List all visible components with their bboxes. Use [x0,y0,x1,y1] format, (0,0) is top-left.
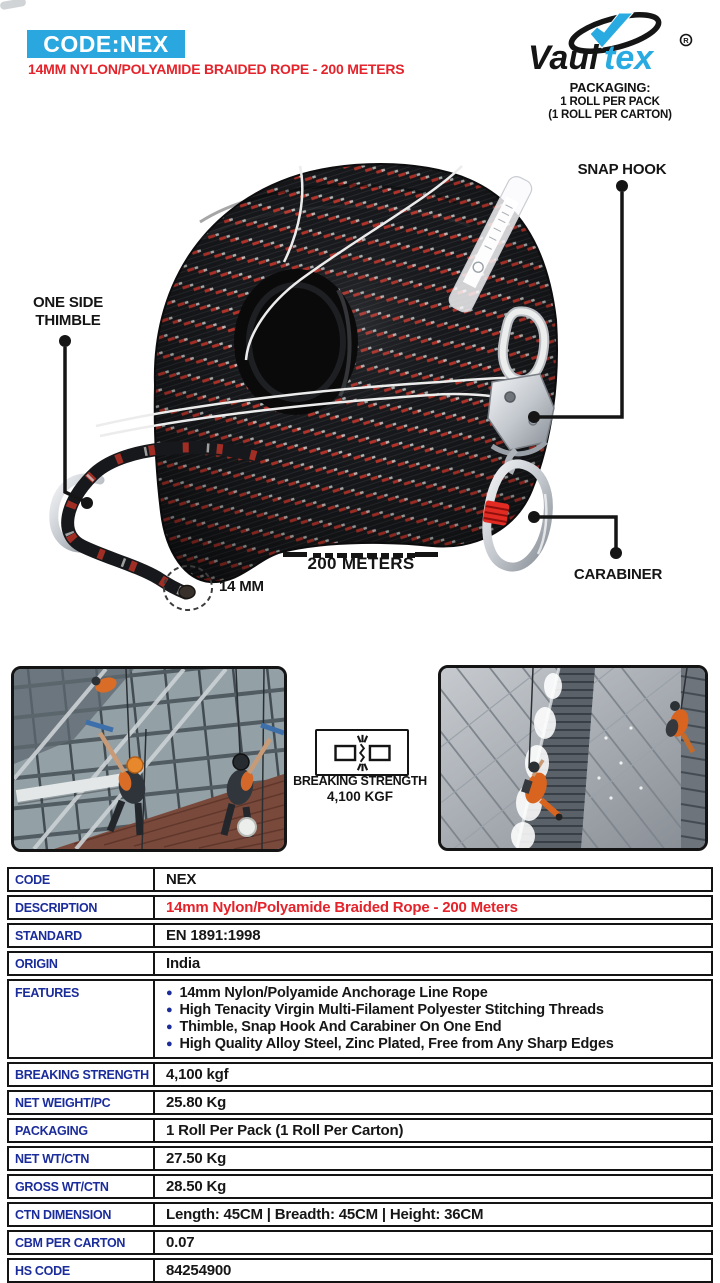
spec-value: 0.07 [166,1234,195,1251]
specification-table [7,867,713,1283]
bucket [238,818,256,836]
breaking-strength-caption [282,774,438,804]
spec-value: 14mm Nylon/Polyamide Braided Rope - 200 Meters [166,899,518,916]
spec-label: CTN DIMENSION [9,1204,155,1225]
feature-text: 14mm Nylon/Polyamide Anchorage Line Rope [179,985,488,1001]
spec-value: 27.50 Kg [166,1150,227,1167]
spec-value: EN 1891:1998 [166,927,261,944]
spec-value: Length: 45CM | Breadth: 45CM | Height: 36CM [166,1206,484,1223]
spec-label: NET WT/CTN [9,1148,155,1169]
breaking-strength-badge [315,729,409,776]
callout-diameter: 14 MM [219,578,264,595]
spec-label: DESCRIPTION [9,897,155,918]
spec-label: STANDARD [9,925,155,946]
spec-row-net-weight-pc [7,1090,713,1115]
rope-break-icon [320,733,405,773]
breaking-strength-value: 4,100 KGF [326,789,394,804]
product-code-badge [27,30,185,58]
features-list [166,985,614,1053]
feature-item [166,985,614,1002]
spec-value: 28.50 Kg [166,1178,227,1195]
spec-label: PACKAGING [9,1120,155,1141]
right-photo-scene [441,668,705,848]
spec-row-origin [7,951,713,976]
bullet-icon: ● [166,1021,173,1033]
spec-value: 4,100 kgf [166,1066,229,1083]
spec-value: 1 Roll Per Pack (1 Roll Per Carton) [166,1122,404,1139]
spec-label: NET WEIGHT/PC [9,1092,155,1113]
spec-label: CBM PER CARTON [9,1232,155,1253]
packaging-info [520,80,700,121]
product-subtitle: 14MM NYLON/POLYAMIDE BRAIDED ROPE - 200 METERS [28,61,405,77]
scan-artifact [0,0,26,10]
spec-label: BREAKING STRENGTH [9,1064,155,1085]
application-photo-facade-cleaners [438,665,708,851]
spec-value: 84254900 [166,1262,232,1279]
packaging-line1: 1 ROLL PER PACK [560,96,660,108]
spec-label: HS CODE [9,1260,155,1281]
spec-value: 25.80 Kg [166,1094,227,1111]
vaultex-logo [520,8,700,78]
product-code-text: CODE:NEX [43,30,169,57]
spec-value [155,981,711,1057]
logo-text-black: Vaul [528,39,599,77]
spec-row-gross-wt-ctn [7,1174,713,1199]
spec-row-net-wt-ctn [7,1146,713,1171]
spec-row-code [7,867,713,892]
spec-label: GROSS WT/CTN [9,1176,155,1197]
bullet-icon: ● [166,987,173,999]
carabiner-red-band [482,500,509,526]
spec-label: ORIGIN [9,953,155,974]
feature-item [166,1019,614,1036]
spec-row-ctn-dimension [7,1202,713,1227]
spec-row-description [7,895,713,920]
callout-carabiner: CARABINER [573,566,663,583]
spec-row-standard [7,923,713,948]
feature-text: Thimble, Snap Hook And Carabiner On One End [179,1019,502,1035]
feature-text: High Quality Alloy Steel, Zinc Plated, Free from Any Sharp Edges [179,1036,614,1052]
bullet-icon: ● [166,1038,173,1050]
spec-row-features [7,979,713,1059]
packaging-line2: (1 ROLL PER CARTON) [548,109,672,121]
spec-value: India [166,955,201,972]
spec-row-breaking-strength [7,1062,713,1087]
feature-text: High Tenacity Virgin Multi-Filament Polyester Stitching Threads [179,1002,604,1018]
feature-item [166,1036,614,1053]
callout-length: 200 METERS [307,554,415,573]
registered-letter: R [683,36,689,45]
logo-text-blue: tex [604,39,654,77]
left-photo-scene [14,669,284,849]
callout-thimble-line1: ONE SIDE [32,294,104,311]
callout-one-side-thimble [16,294,120,330]
breaking-strength-label: BREAKING STRENGTH [293,774,427,788]
spec-row-packaging [7,1118,713,1143]
bullet-icon: ● [166,1004,173,1016]
spec-label: CODE [9,869,155,890]
spec-value: NEX [166,871,197,888]
application-photo-window-cleaners [11,666,287,852]
spec-row-cbm-per-carton [7,1230,713,1255]
spec-row-hs-code [7,1258,713,1283]
spec-label: FEATURES [9,981,155,1057]
callout-snap-hook: SNAP HOOK [577,161,667,178]
callout-thimble-line2: THIMBLE [35,312,101,329]
rope-cut-end [179,586,195,599]
rope-product-illustration [0,150,720,620]
packaging-title: PACKAGING: [569,80,651,95]
feature-item [166,1002,614,1019]
